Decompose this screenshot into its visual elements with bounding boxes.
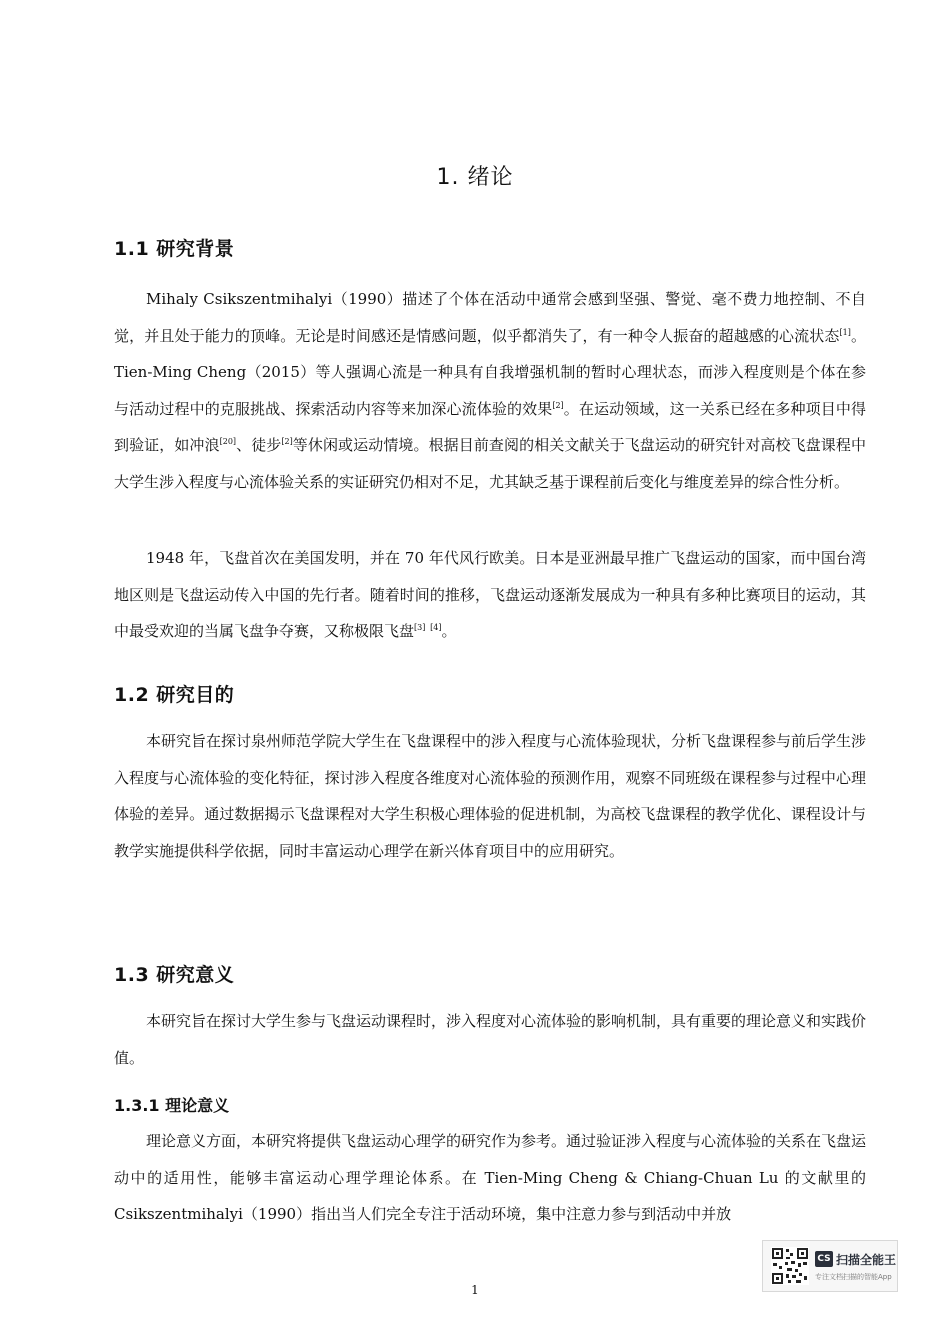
scanner-tagline: 专注文档扫描的智能App [815, 1273, 892, 1281]
scanner-brand: 扫描全能王 [836, 1252, 897, 1267]
citation-ref: [2] [552, 400, 564, 410]
text-run: 1948 年，飞盘首次在美国发明，并在 70 年代风行欧美。日本是亚洲最早推广飞盘运动的国家，而中国台湾地区则是飞盘运动传入中国的先行者。随着时间的推移，飞盘运动逐渐发展成为一种具有多种比赛项目的运动，其中最受欢迎的当属飞盘争夺赛，又称极限飞盘 [114, 549, 866, 640]
chapter-title: 1. 绪论 [436, 165, 514, 190]
text-run: 。 [441, 622, 457, 640]
text-run: 。 Tien-Ming Cheng（2015）等人强调心流是一种具有自我增强机制的暂时心理状态，而涉入程度则是个体在参与活动过程中的克服挑战、探索活动内容等来加深心流体验的效果 [114, 326, 866, 418]
citation-ref: [4] [430, 623, 442, 632]
page-number: 1 [471, 1283, 479, 1297]
citation-ref: [1] [839, 327, 851, 337]
citation-ref: [20] [219, 437, 237, 446]
section-heading-significance: 1.3 研究意义 [114, 964, 235, 986]
scanner-logo [815, 1250, 896, 1268]
subsection-heading-theory: 1.3.1 理论意义 [114, 1096, 230, 1115]
text-run: Mihaly Csikszentmihalyi（1990）描述了个体在活动中通常会感到坚强、警觉、毫不费力地控制、不自觉，并且处于能力的顶峰。无论是时间感还是情感问题，似乎都消失了，有一种令人振奋的超越感的心流状态 [114, 290, 866, 345]
cs-badge-icon: CS [815, 1251, 833, 1267]
paragraph-background-2 [114, 540, 866, 650]
paragraph-background-1 [114, 281, 866, 500]
text-run: 。在运动领域，这一关系已经在多种项目中得到验证，如冲浪 [114, 399, 866, 454]
paragraph-significance: 本研究旨在探讨大学生参与飞盘运动课程时，涉入程度对心流体验的影响机制，具有重要的理论意义和实践价值。 [114, 1012, 867, 1067]
section-heading-background: 1.1 研究背景 [114, 238, 235, 260]
section-heading-purpose: 1.2 研究目的 [114, 684, 235, 706]
text-run: 、徒步 [236, 436, 282, 454]
citation-ref: [3] [414, 623, 426, 632]
paragraph-purpose: 本研究旨在探讨泉州师范学院大学生在飞盘课程中的涉入程度与心流体验现状，分析飞盘课程参与前后学生涉入程度与心流体验的变化特征，探讨涉入程度各维度对心流体验的预测作用，观察不同班级在课程参与过程中心理体验的差异。通过数据揭示飞盘课程对大学生积极心理体验的促进机制，为高校飞盘课程的教学优化、课程设计与教学实施提供科学依据，同时丰富运动心理学在新兴体育项目中的应用研究。 [114, 732, 867, 860]
citation-ref: [2] [281, 437, 293, 446]
qr-code-icon [771, 1247, 809, 1285]
text-run: 等休闲或运动情境。根据目前查阅的相关文献关于飞盘运动的研究针对高校飞盘课程中大学生涉入程度与心流体验关系的实证研究仍相对不足，尤其缺乏基于课程前后变化与维度差异的综合性分析。 [114, 436, 866, 491]
paragraph-theory: 理论意义方面，本研究将提供飞盘运动心理学的研究作为参考。通过验证涉入程度与心流体验的关系在飞盘运动中的适用性，能够丰富运动心理学理论体系。在 Tien-Ming Cheng & Chiang-Chuan Lu 的文献里的 Csikszentmihalyi（1990）指出当人们完全专注于活动环境，集中注意力参与到活动中并放 [114, 1132, 867, 1223]
scanner-watermark [762, 1240, 898, 1292]
